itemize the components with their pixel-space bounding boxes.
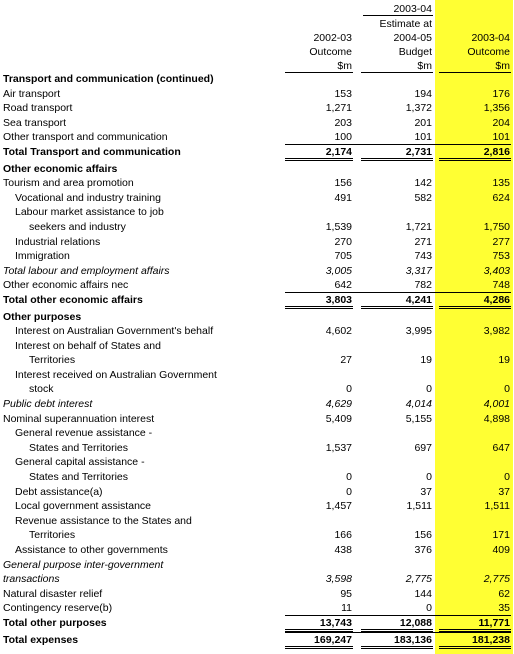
row-label: Total Transport and communication <box>3 145 181 158</box>
row-label: Immigration <box>15 250 70 263</box>
row-value-col2: 3,317 <box>405 264 432 277</box>
header-col1-unit: $m <box>337 60 352 72</box>
row-value-col3: 3,982 <box>483 325 510 338</box>
row-label: Road transport <box>3 102 73 115</box>
total-rule <box>439 646 511 647</box>
row-value-col2: 782 <box>414 279 432 292</box>
table-row <box>0 278 514 293</box>
row-value-col3: 35 <box>498 602 510 615</box>
total-rule <box>361 646 433 647</box>
row-value-col2: 4,014 <box>405 398 432 411</box>
row-value-col1: 5,409 <box>325 412 352 425</box>
row-label: Industrial relations <box>15 235 101 248</box>
row-value-col1: 153 <box>334 87 352 100</box>
row-label: Total labour and employment affairs <box>3 264 170 277</box>
row-value-col2: 19 <box>420 354 432 367</box>
table-row <box>0 587 514 602</box>
table-row <box>0 633 514 648</box>
row-label: General capital assistance - <box>15 456 145 469</box>
row-value-col3: 0 <box>504 383 510 396</box>
table-row <box>0 162 514 177</box>
row-value-col1: 3,803 <box>325 293 352 306</box>
table-row <box>0 382 514 397</box>
total-top-rule <box>285 632 511 633</box>
row-label: Debt assistance(a) <box>15 485 103 498</box>
row-value-col2: 201 <box>414 116 432 129</box>
table-row <box>0 264 514 279</box>
total-rule <box>439 158 511 159</box>
total-rule <box>361 648 433 649</box>
row-value-col2: 376 <box>414 544 432 556</box>
row-value-col3: 19 <box>498 354 510 367</box>
table-row <box>0 441 514 456</box>
table-row <box>0 324 514 339</box>
row-label: Interest on Australian Government's behalf <box>15 325 214 338</box>
row-label: Nominal superannuation interest <box>3 412 155 425</box>
row-value-col1: 169,247 <box>314 633 352 646</box>
row-value-col3: 11,771 <box>478 616 510 629</box>
table-row <box>0 205 514 220</box>
table-row <box>0 310 514 325</box>
row-label: stock <box>29 383 54 396</box>
row-label: Territories <box>29 529 76 542</box>
row-label: Contingency reserve(b) <box>3 602 113 615</box>
row-value-col2: 697 <box>414 441 432 454</box>
row-label: Transport and communication (continued) <box>3 73 214 85</box>
row-value-col2: 5,155 <box>405 412 432 425</box>
row-label: Other transport and communication <box>3 131 168 144</box>
row-value-col1: 4,602 <box>325 325 352 338</box>
row-label: seekers and industry <box>29 220 126 233</box>
header-col2-line4: Budget <box>398 46 432 58</box>
row-value-col3: 1,750 <box>483 220 510 233</box>
row-value-col2: 582 <box>414 191 432 204</box>
total-rule <box>285 648 353 649</box>
row-label: General revenue assistance - <box>15 427 153 440</box>
header-col2-line3: 2004-05 <box>393 32 432 44</box>
total-rule <box>439 306 511 307</box>
row-label: Air transport <box>3 87 61 100</box>
row-label: Interest received on Australian Government <box>15 368 217 381</box>
row-value-col3: 1,511 <box>484 500 510 513</box>
total-rule <box>361 629 433 630</box>
row-value-col2: 194 <box>414 87 432 100</box>
row-value-col3: 37 <box>498 485 510 498</box>
row-value-col1: 3,005 <box>325 264 352 277</box>
table-row <box>0 191 514 206</box>
row-value-col1: 3,598 <box>325 573 352 586</box>
row-label: Territories <box>29 354 76 367</box>
row-value-col1: 1,271 <box>325 102 352 115</box>
row-label: transactions <box>3 573 60 586</box>
row-value-col1: 13,743 <box>319 616 352 629</box>
row-value-col3: 176 <box>492 87 510 100</box>
table-row <box>0 353 514 368</box>
row-value-col3: 204 <box>492 116 510 129</box>
row-value-col1: 0 <box>346 383 352 396</box>
row-value-col1: 203 <box>334 116 352 129</box>
row-value-col1: 100 <box>334 131 352 144</box>
row-label: States and Territories <box>29 471 129 484</box>
row-value-col2: 271 <box>414 235 432 248</box>
row-label: General purpose inter-government <box>3 558 164 571</box>
row-value-col2: 0 <box>426 471 432 484</box>
row-value-col1: 11 <box>341 602 352 615</box>
table-row <box>0 616 514 631</box>
total-rule <box>285 306 353 307</box>
row-label: Other purposes <box>3 310 82 323</box>
row-value-col2: 4,241 <box>405 293 432 306</box>
row-label: Labour market assistance to job <box>15 206 164 219</box>
header-col2-line1: 2003-04 <box>393 3 432 15</box>
table-row <box>0 601 514 616</box>
row-value-col3: 753 <box>492 250 510 263</box>
row-label: Other economic affairs <box>3 162 118 175</box>
row-label: Total other purposes <box>3 616 107 629</box>
row-value-col2: 37 <box>420 485 432 498</box>
row-label: States and Territories <box>29 441 129 454</box>
table-row <box>0 368 514 383</box>
row-value-col3: 409 <box>492 544 510 556</box>
row-value-col1: 0 <box>346 485 352 498</box>
row-value-col3: 4,001 <box>483 398 510 411</box>
row-label: Interest on behalf of States and <box>15 339 161 352</box>
row-label: Vocational and industry training <box>15 191 161 204</box>
row-value-col3: 748 <box>492 279 510 292</box>
row-label: Other economic affairs nec <box>3 279 129 292</box>
total-rule <box>439 648 511 649</box>
row-label: Total expenses <box>3 633 79 646</box>
row-value-col2: 142 <box>414 177 432 190</box>
header-col2-line2: Estimate at <box>379 18 432 30</box>
table-row <box>0 130 514 145</box>
header-col3-line1: 2003-04 <box>471 32 510 44</box>
row-value-col1: 4,629 <box>325 398 352 411</box>
row-value-col1: 156 <box>334 177 352 190</box>
total-rule <box>285 158 353 159</box>
total-top-rule <box>285 144 511 145</box>
row-value-col2: 1,372 <box>405 102 432 115</box>
table-row <box>0 87 514 102</box>
row-value-col2: 743 <box>414 250 432 263</box>
row-value-col2: 2,731 <box>405 145 432 158</box>
row-value-col1: 166 <box>334 529 352 542</box>
row-value-col1: 0 <box>346 471 352 484</box>
row-value-col3: 277 <box>492 235 510 248</box>
row-value-col1: 27 <box>340 354 352 367</box>
row-value-col3: 181,238 <box>472 633 510 646</box>
total-rule <box>361 306 433 307</box>
row-value-col3: 135 <box>492 177 510 190</box>
row-label: Public debt interest <box>3 398 93 411</box>
table-row <box>0 572 514 587</box>
row-value-col3: 4,286 <box>483 293 510 306</box>
row-value-col1: 270 <box>334 235 352 248</box>
row-label: Assistance to other governments <box>15 544 168 556</box>
row-value-col2: 0 <box>426 383 432 396</box>
row-value-col3: 4,898 <box>483 412 510 425</box>
table-row <box>0 528 514 543</box>
row-label: Local government assistance <box>15 500 151 513</box>
row-value-col1: 642 <box>334 279 352 292</box>
table-row <box>0 116 514 131</box>
table-row <box>0 72 514 87</box>
total-rule <box>361 158 433 159</box>
row-value-col3: 2,816 <box>483 145 510 158</box>
row-label: Revenue assistance to the States and <box>15 514 192 527</box>
row-value-col2: 2,775 <box>405 573 432 586</box>
table-row <box>0 412 514 427</box>
table-row <box>0 249 514 264</box>
total-rule <box>285 646 353 647</box>
table-row <box>0 455 514 470</box>
table-row <box>0 293 514 308</box>
table-row <box>0 235 514 250</box>
header-col3-line2: Outcome <box>467 46 510 58</box>
row-value-col3: 1,356 <box>483 102 510 115</box>
table-row <box>0 514 514 529</box>
table-row <box>0 499 514 514</box>
row-value-col3: 171 <box>492 529 510 542</box>
table-row <box>0 558 514 573</box>
row-value-col2: 1,721 <box>405 220 432 233</box>
table-row <box>0 426 514 441</box>
table-row <box>0 176 514 191</box>
row-value-col2: 1,511 <box>406 500 432 513</box>
row-value-col2: 0 <box>426 602 432 615</box>
header-col1-line1: 2002-03 <box>313 32 352 44</box>
table-row <box>0 101 514 116</box>
table-row <box>0 339 514 354</box>
table-row <box>0 397 514 412</box>
table-row <box>0 145 514 160</box>
total-top-rule <box>285 292 511 293</box>
row-value-col3: 62 <box>498 587 510 600</box>
row-value-col2: 183,136 <box>394 633 432 646</box>
header-col1-line2: Outcome <box>309 46 352 58</box>
header-col2-unit: $m <box>417 60 432 72</box>
table-row <box>0 220 514 235</box>
row-label: Tourism and area promotion <box>3 177 134 190</box>
row-value-col2: 144 <box>414 587 432 600</box>
row-value-col1: 491 <box>334 191 352 204</box>
row-value-col3: 624 <box>492 191 510 204</box>
header-col3-unit: $m <box>495 60 510 72</box>
row-value-col1: 2,174 <box>325 145 352 158</box>
row-value-col2: 101 <box>414 131 432 144</box>
table-row <box>0 485 514 500</box>
row-label: Sea transport <box>3 116 67 129</box>
row-value-col1: 438 <box>334 544 352 556</box>
row-value-col2: 156 <box>414 529 432 542</box>
row-value-col3: 2,775 <box>483 573 510 586</box>
row-value-col1: 1,539 <box>325 220 352 233</box>
table-row <box>0 470 514 485</box>
total-rule <box>285 629 353 630</box>
row-value-col1: 705 <box>334 250 352 263</box>
row-value-col1: 1,537 <box>325 441 352 454</box>
row-value-col3: 647 <box>492 441 510 454</box>
row-value-col2: 3,995 <box>405 325 432 338</box>
total-rule <box>439 629 511 630</box>
total-top-rule <box>285 615 511 616</box>
table-row <box>0 543 514 558</box>
row-label: Total other economic affairs <box>3 293 143 306</box>
row-value-col3: 0 <box>504 471 510 484</box>
row-value-col1: 1,457 <box>325 500 352 513</box>
row-value-col3: 101 <box>492 131 510 144</box>
row-label: Natural disaster relief <box>3 587 103 600</box>
row-value-col3: 3,403 <box>483 264 510 277</box>
row-value-col2: 12,088 <box>399 616 432 629</box>
row-value-col1: 95 <box>340 587 352 600</box>
expenses-table <box>0 72 514 647</box>
header-rule <box>363 15 433 16</box>
